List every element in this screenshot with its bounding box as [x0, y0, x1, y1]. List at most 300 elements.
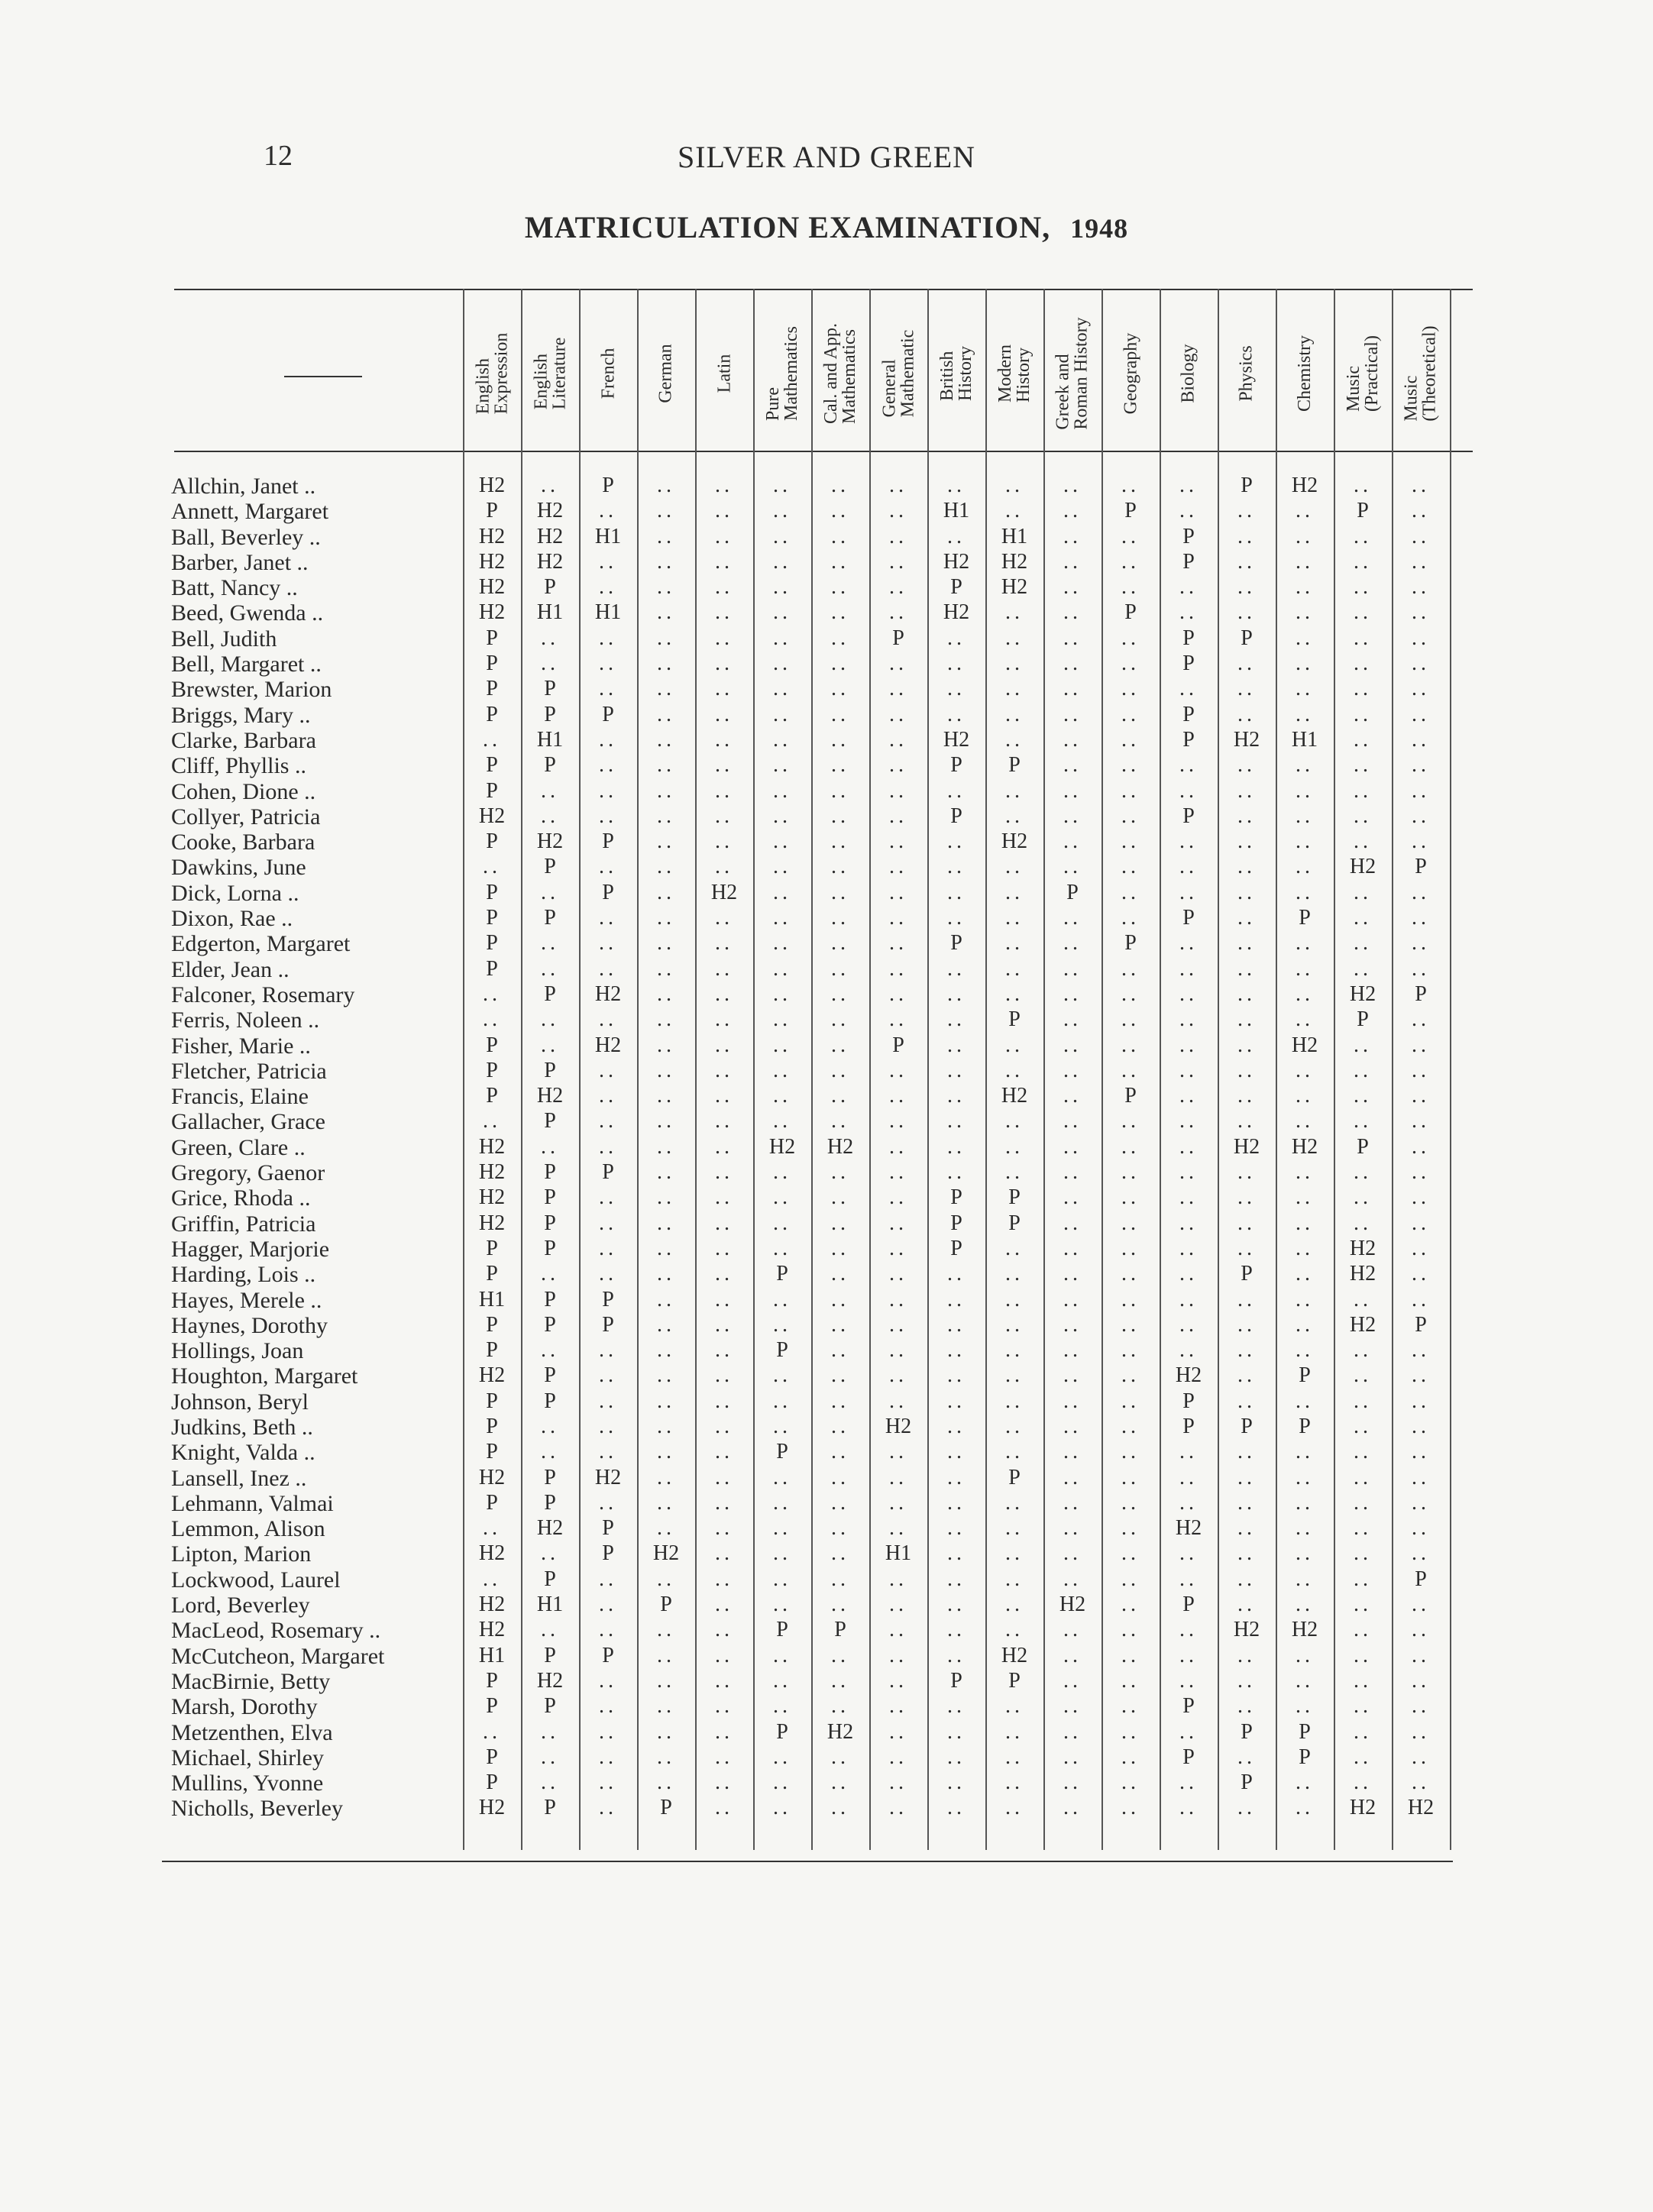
grade-cell: ..	[831, 1262, 849, 1286]
grade-cell: ..	[1121, 1389, 1140, 1413]
grade-cell: ..	[541, 778, 559, 803]
grade-cell: ..	[947, 474, 966, 497]
grade-cell: ..	[1063, 702, 1082, 726]
grade-cell: P	[486, 931, 498, 956]
grade-cell: ..	[657, 1389, 675, 1413]
grade-cell: ..	[1354, 931, 1372, 956]
student-name: Harding, Lois ..	[171, 1262, 316, 1288]
grade-cell: ..	[1412, 931, 1430, 956]
grade-cell: ..	[541, 1262, 559, 1286]
grade-cell: ..	[599, 1771, 617, 1795]
grade-cell: ..	[1296, 702, 1314, 726]
grade-cell: ..	[1063, 1287, 1082, 1311]
grade-cell: P	[602, 830, 614, 854]
grade-cell: ..	[1063, 1796, 1082, 1820]
grade-cell: ..	[1412, 1618, 1430, 1642]
table-row	[0, 1644, 1653, 1669]
grade-cell: ..	[1354, 1668, 1372, 1693]
grade-cell: ..	[831, 677, 849, 701]
grade-cell: ..	[1063, 600, 1082, 625]
grade-cell: ..	[1063, 931, 1082, 956]
grade-cell: ..	[1354, 1414, 1372, 1438]
table-row	[0, 600, 1653, 626]
grade-cell: H2	[1407, 1796, 1435, 1820]
student-name: Lord, Beverley	[171, 1593, 310, 1619]
student-name: Beed, Gwenda ..	[171, 600, 324, 626]
table-row	[0, 575, 1653, 600]
grade-cell: ..	[1354, 956, 1372, 981]
grade-cell: ..	[1121, 855, 1140, 879]
grade-cell: ..	[889, 1567, 907, 1591]
grade-cell: ..	[889, 1719, 907, 1744]
table-row	[0, 1593, 1653, 1618]
grade-cell: P	[544, 1185, 556, 1210]
grade-cell: ..	[1005, 804, 1024, 828]
grade-cell: H2	[536, 549, 564, 574]
grade-cell: ..	[1412, 1389, 1430, 1413]
grade-cell: ..	[541, 956, 559, 981]
name-column-dash	[284, 376, 362, 377]
grade-cell: ..	[1063, 1745, 1082, 1769]
grade-cell: ..	[831, 1593, 849, 1617]
grade-cell: ..	[1412, 1287, 1430, 1311]
grade-cell: ..	[831, 1541, 849, 1566]
grade-cell: P	[776, 1338, 788, 1363]
grade-cell: H2	[478, 1363, 506, 1388]
grade-cell: ..	[947, 956, 966, 981]
grade-cell: H2	[1001, 1084, 1028, 1108]
grade-cell: ..	[1005, 1516, 1024, 1541]
grade-cell: ..	[1412, 1262, 1430, 1286]
grade-cell: ..	[773, 474, 791, 497]
grade-cell: ..	[773, 1389, 791, 1413]
student-name: Fisher, Marie ..	[171, 1033, 311, 1059]
grade-cell: ..	[773, 1771, 791, 1795]
student-name: Ball, Beverley ..	[171, 524, 321, 550]
grade-cell: ..	[657, 956, 675, 981]
grade-cell: P	[486, 1414, 498, 1438]
table-row	[0, 499, 1653, 524]
student-name: Hayes, Merele ..	[171, 1287, 322, 1313]
grade-cell: ..	[715, 1618, 733, 1642]
grade-cell: ..	[657, 1338, 675, 1363]
grade-cell: ..	[1412, 652, 1430, 676]
grade-cell: ..	[1237, 804, 1256, 828]
grade-cell: ..	[715, 1796, 733, 1820]
grade-cell: ..	[889, 906, 907, 930]
grade-cell: ..	[1005, 1363, 1024, 1388]
grade-cell: P	[1066, 880, 1079, 904]
grade-cell: ..	[657, 1363, 675, 1388]
subject-header-label: English Expression	[473, 332, 511, 415]
grade-cell: P	[602, 702, 614, 726]
grade-cell: P	[892, 1033, 904, 1057]
subject-header	[579, 306, 637, 441]
grade-cell: ..	[1354, 1771, 1372, 1795]
grade-cell: ..	[1237, 931, 1256, 956]
grade-cell: ..	[541, 1618, 559, 1642]
grade-cell: ..	[1354, 1567, 1372, 1591]
subject-header-label: Music (Theoretical)	[1402, 325, 1440, 422]
grade-cell: ..	[773, 1185, 791, 1210]
table-row	[0, 855, 1653, 880]
grade-cell: ..	[773, 1516, 791, 1541]
grade-cell: H1	[594, 524, 622, 548]
grade-cell: ..	[1296, 1211, 1314, 1235]
grade-cell: ..	[947, 1338, 966, 1363]
subject-header	[811, 306, 869, 441]
grade-cell: ..	[1005, 931, 1024, 956]
grade-cell: ..	[947, 1109, 966, 1133]
grade-cell: P	[544, 1236, 556, 1260]
grade-cell: ..	[715, 1109, 733, 1133]
grade-cell: ..	[1354, 753, 1372, 778]
grade-cell: ..	[889, 981, 907, 1006]
grade-cell: ..	[1354, 1745, 1372, 1769]
grade-cell: ..	[947, 702, 966, 726]
grade-cell: ..	[541, 1541, 559, 1566]
grade-cell: ..	[1354, 1440, 1372, 1464]
student-name: Dawkins, June	[171, 855, 306, 881]
grade-cell: ..	[1121, 1058, 1140, 1082]
grade-cell: ..	[1005, 499, 1024, 523]
grade-cell: ..	[1296, 1109, 1314, 1133]
grade-cell: P	[1415, 1312, 1427, 1337]
student-name: Collyer, Patricia	[171, 804, 321, 830]
grade-cell: ..	[1237, 1593, 1256, 1617]
grade-cell: ..	[773, 906, 791, 930]
grade-cell: P	[834, 1618, 846, 1642]
grade-cell: ..	[947, 1262, 966, 1286]
grade-cell: ..	[657, 1643, 675, 1667]
table-row	[0, 1313, 1653, 1338]
grade-cell: ..	[1412, 1211, 1430, 1235]
grade-cell: ..	[1121, 1541, 1140, 1566]
grade-cell: ..	[1354, 1643, 1372, 1667]
student-name: Griffin, Patricia	[171, 1211, 316, 1237]
grade-cell: H2	[1291, 1618, 1318, 1642]
grade-cell: P	[544, 1363, 556, 1388]
grade-cell: ..	[1121, 1414, 1140, 1438]
table-row	[0, 1771, 1653, 1796]
grade-cell: ..	[1237, 1389, 1256, 1413]
grade-cell: ..	[1179, 1771, 1198, 1795]
grade-cell: ..	[1063, 1338, 1082, 1363]
subject-header	[869, 306, 927, 441]
grade-cell: ..	[599, 1440, 617, 1464]
grade-cell: ..	[831, 1007, 849, 1032]
grade-cell: P	[1241, 1771, 1253, 1795]
student-name: Lemmon, Alison	[171, 1516, 325, 1542]
grade-cell: ..	[1237, 1541, 1256, 1566]
grade-cell: P	[486, 1033, 498, 1057]
grade-cell: ..	[1354, 1109, 1372, 1133]
grade-cell: ..	[1179, 1643, 1198, 1667]
grade-cell: ..	[773, 1490, 791, 1515]
grade-cell: ..	[541, 652, 559, 676]
grade-cell: ..	[1237, 1694, 1256, 1719]
grade-cell: ..	[773, 499, 791, 523]
student-name: Briggs, Mary ..	[171, 702, 311, 728]
grade-cell: ..	[1237, 1033, 1256, 1057]
grade-cell: ..	[1237, 499, 1256, 523]
student-name: Fletcher, Patricia	[171, 1058, 327, 1084]
subject-header	[927, 306, 985, 441]
grade-cell: P	[1415, 1567, 1427, 1591]
grade-cell: H2	[1175, 1363, 1202, 1388]
grade-cell: P	[1299, 906, 1311, 930]
grade-cell: ..	[831, 1745, 849, 1769]
grade-cell: ..	[1237, 778, 1256, 803]
grade-cell: ..	[1121, 981, 1140, 1006]
grade-cell: ..	[1354, 702, 1372, 726]
grade-cell: ..	[1296, 1771, 1314, 1795]
subject-header	[1218, 306, 1276, 441]
grade-cell: ..	[657, 600, 675, 625]
grade-cell: ..	[773, 600, 791, 625]
grade-cell: ..	[773, 1643, 791, 1667]
grade-cell: ..	[1412, 1593, 1430, 1617]
grade-cell: ..	[541, 474, 559, 497]
grade-cell: ..	[1412, 1160, 1430, 1185]
grade-cell: ..	[1121, 1643, 1140, 1667]
subject-header-label: Greek and Roman History	[1053, 317, 1092, 430]
grade-cell: ..	[1354, 1058, 1372, 1082]
table-row	[0, 1135, 1653, 1160]
grade-cell: P	[486, 1236, 498, 1260]
grade-cell: P	[1182, 1593, 1195, 1617]
grade-cell: H2	[536, 524, 564, 548]
grade-cell: ..	[831, 1084, 849, 1108]
grade-cell: ..	[1063, 1465, 1082, 1489]
grade-cell: P	[1241, 1262, 1253, 1286]
grade-cell: ..	[1354, 1465, 1372, 1489]
grade-cell: ..	[599, 1745, 617, 1769]
grade-cell: ..	[1005, 600, 1024, 625]
grade-cell: ..	[657, 1414, 675, 1438]
grade-cell: ..	[715, 906, 733, 930]
grade-cell: ..	[889, 880, 907, 904]
grade-cell: ..	[483, 1567, 501, 1591]
grade-cell: ..	[1354, 1287, 1372, 1311]
grade-cell: ..	[715, 1567, 733, 1591]
grade-cell: ..	[715, 549, 733, 574]
title-year: 1948	[1070, 213, 1129, 244]
grade-cell: ..	[1121, 1719, 1140, 1744]
grade-cell: P	[544, 906, 556, 930]
grade-cell: ..	[831, 549, 849, 574]
grade-cell: ..	[1121, 1033, 1140, 1057]
grade-cell: ..	[773, 981, 791, 1006]
grade-cell: P	[1241, 474, 1253, 497]
grade-cell: ..	[1296, 1465, 1314, 1489]
grade-cell: ..	[1296, 549, 1314, 574]
grade-cell: ..	[1121, 524, 1140, 548]
grade-cell: H2	[478, 1593, 506, 1617]
grade-cell: ..	[1412, 1719, 1430, 1744]
student-name: Haynes, Dorothy	[171, 1312, 328, 1338]
grade-cell: P	[602, 1541, 614, 1566]
grade-cell: ..	[1412, 1694, 1430, 1719]
grade-cell: P	[602, 1312, 614, 1337]
grade-cell: ..	[1121, 575, 1140, 600]
table-row	[0, 1211, 1653, 1237]
grade-cell: ..	[773, 549, 791, 574]
grade-cell: ..	[889, 1796, 907, 1820]
student-name: Allchin, Janet ..	[171, 474, 316, 499]
grade-cell: ..	[541, 880, 559, 904]
grade-cell: ..	[1412, 1516, 1430, 1541]
grade-cell: ..	[1296, 626, 1314, 650]
grade-cell: ..	[1237, 1567, 1256, 1591]
student-name: Dick, Lorna ..	[171, 880, 299, 906]
grade-cell: P	[1357, 1134, 1369, 1159]
grade-cell: H2	[652, 1541, 680, 1566]
grade-cell: ..	[831, 981, 849, 1006]
grade-cell: ..	[1412, 1236, 1430, 1260]
grade-cell: ..	[715, 727, 733, 752]
grade-cell: ..	[1179, 1007, 1198, 1032]
grade-cell: ..	[1005, 1490, 1024, 1515]
grade-cell: ..	[541, 1338, 559, 1363]
grade-cell: ..	[1005, 1033, 1024, 1057]
grade-cell: ..	[1179, 1440, 1198, 1464]
grade-cell: ..	[1412, 1363, 1430, 1388]
grade-cell: ..	[657, 474, 675, 497]
grade-cell: ..	[1237, 1363, 1256, 1388]
grade-cell: P	[1415, 981, 1427, 1006]
table-bottom-rule	[162, 1861, 1453, 1862]
grade-cell: ..	[1296, 575, 1314, 600]
grade-cell: ..	[599, 1694, 617, 1719]
student-name: MacBirnie, Betty	[171, 1668, 331, 1694]
grade-cell: ..	[831, 1771, 849, 1795]
grade-cell: ..	[1412, 1084, 1430, 1108]
grade-cell: ..	[1412, 677, 1430, 701]
grade-cell: ..	[773, 1084, 791, 1108]
grade-cell: ..	[773, 880, 791, 904]
grade-cell: ..	[599, 652, 617, 676]
grade-cell: ..	[715, 830, 733, 854]
grade-cell: ..	[1296, 1796, 1314, 1820]
grade-cell: ..	[1005, 981, 1024, 1006]
grade-cell: ..	[715, 499, 733, 523]
student-name: Johnson, Beryl	[171, 1389, 309, 1415]
grade-cell: ..	[715, 677, 733, 701]
grade-cell: ..	[1296, 956, 1314, 981]
grade-cell: ..	[1179, 1618, 1198, 1642]
grade-cell: ..	[599, 1185, 617, 1210]
grade-cell: P	[1182, 1694, 1195, 1719]
grade-cell: ..	[1063, 778, 1082, 803]
grade-cell: ..	[773, 1414, 791, 1438]
grade-cell: ..	[657, 1719, 675, 1744]
grade-cell: ..	[1354, 1389, 1372, 1413]
subject-header-label: German	[656, 344, 677, 403]
grade-cell: ..	[657, 1084, 675, 1108]
grade-cell: ..	[773, 702, 791, 726]
grade-cell: ..	[1005, 474, 1024, 497]
grade-cell: P	[1008, 1668, 1021, 1693]
subject-header-label: Latin	[714, 354, 734, 393]
grade-cell: ..	[947, 1084, 966, 1108]
grade-cell: ..	[1005, 626, 1024, 650]
grade-cell: ..	[1063, 753, 1082, 778]
grade-cell: ..	[773, 1033, 791, 1057]
grade-cell: ..	[831, 906, 849, 930]
grade-cell: ..	[947, 906, 966, 930]
grade-cell: ..	[1296, 652, 1314, 676]
grade-cell: P	[1299, 1363, 1311, 1388]
grade-cell: ..	[889, 804, 907, 828]
grade-cell: ..	[1296, 1694, 1314, 1719]
table-row	[0, 1796, 1653, 1821]
grade-cell: ..	[1296, 1567, 1314, 1591]
student-name: Cliff, Phyllis ..	[171, 753, 306, 779]
grade-cell: ..	[773, 1312, 791, 1337]
grade-cell: ..	[715, 1694, 733, 1719]
grade-cell: P	[602, 1516, 614, 1541]
grade-cell: ..	[1121, 677, 1140, 701]
grade-cell: P	[776, 1440, 788, 1464]
grade-cell: ..	[773, 1363, 791, 1388]
grade-cell: ..	[1179, 753, 1198, 778]
grade-cell: ..	[1296, 600, 1314, 625]
grade-cell: P	[1124, 931, 1137, 956]
grade-cell: ..	[947, 677, 966, 701]
grade-cell: ..	[889, 600, 907, 625]
grade-cell: ..	[1296, 1058, 1314, 1082]
student-name: Bell, Margaret ..	[171, 652, 322, 678]
grade-cell: ..	[1005, 1236, 1024, 1260]
grade-cell: ..	[1354, 906, 1372, 930]
table-row	[0, 1338, 1653, 1363]
grade-cell: H2	[594, 981, 622, 1006]
table-row	[0, 626, 1653, 652]
grade-cell: ..	[947, 652, 966, 676]
grade-cell: ..	[1296, 1160, 1314, 1185]
grade-cell: P	[486, 753, 498, 778]
grade-cell: P	[1182, 906, 1195, 930]
grade-cell: ..	[715, 1440, 733, 1464]
grade-cell: P	[1124, 600, 1137, 625]
grade-cell: ..	[657, 778, 675, 803]
grade-cell: ..	[1237, 600, 1256, 625]
grade-cell: ..	[1063, 1414, 1082, 1438]
table-top-rule	[174, 289, 1473, 290]
grade-cell: H2	[885, 1414, 912, 1438]
grade-cell: ..	[1063, 727, 1082, 752]
grade-cell: H2	[1001, 575, 1028, 600]
grade-cell: ..	[1121, 702, 1140, 726]
grade-cell: ..	[889, 575, 907, 600]
grade-cell: ..	[1121, 956, 1140, 981]
grade-cell: ..	[715, 1338, 733, 1363]
grade-cell: H2	[1349, 981, 1376, 1006]
subject-header	[521, 306, 579, 441]
student-name: Green, Clare ..	[171, 1134, 306, 1160]
grade-cell: H2	[943, 600, 970, 625]
grade-cell: ..	[889, 1643, 907, 1667]
grade-cell: ..	[1005, 906, 1024, 930]
grade-cell: ..	[1121, 906, 1140, 930]
grade-cell: P	[486, 499, 498, 523]
grade-cell: P	[950, 1185, 962, 1210]
table-row	[0, 779, 1653, 804]
grade-cell: ..	[1121, 880, 1140, 904]
student-name: Marsh, Dorothy	[171, 1694, 318, 1720]
grade-cell: ..	[1121, 1185, 1140, 1210]
